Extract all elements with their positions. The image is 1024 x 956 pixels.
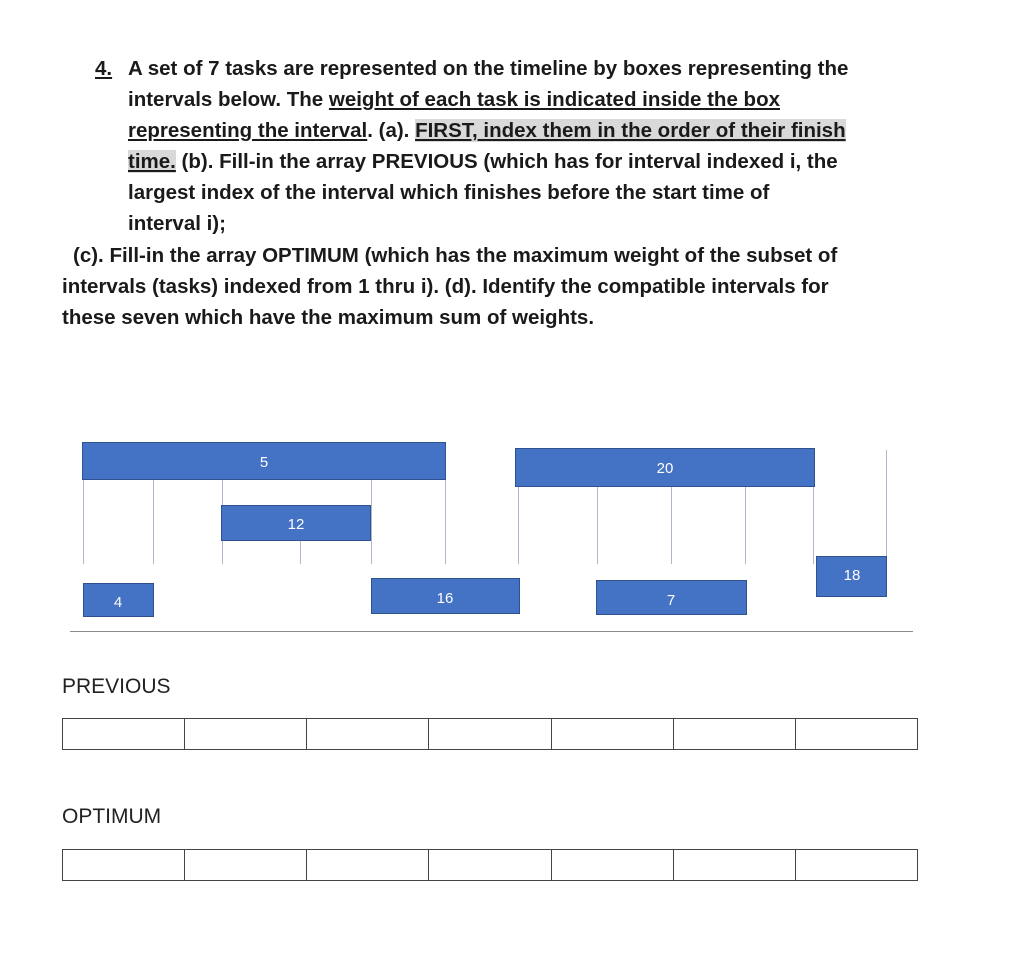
question-number: 4. xyxy=(95,57,113,80)
task-weight: 18 xyxy=(843,567,861,584)
optimum-cell[interactable] xyxy=(429,850,551,880)
optimum-cell[interactable] xyxy=(307,850,429,880)
previous-cell[interactable] xyxy=(307,719,429,749)
question-line-7: (c). Fill-in the array OPTIMUM (which has the maximum weight of the subset of xyxy=(73,244,838,267)
previous-cell[interactable] xyxy=(63,719,185,749)
previous-cell[interactable] xyxy=(185,719,307,749)
timeline-guide xyxy=(671,487,672,564)
optimum-cell[interactable] xyxy=(185,850,307,880)
question-line-5: largest index of the interval which finishes before the start time of xyxy=(128,181,770,204)
question-line-6: interval i); xyxy=(128,212,226,235)
optimum-array xyxy=(62,849,918,881)
optimum-cell[interactable] xyxy=(552,850,674,880)
timeline-guide xyxy=(83,479,84,564)
previous-label: PREVIOUS xyxy=(62,675,171,698)
timeline-guide xyxy=(445,479,446,564)
task-weight: 12 xyxy=(287,516,305,533)
question-line-3: representing the interval. (a). FIRST, index them in the order of their finish xyxy=(128,119,846,142)
timeline-guide xyxy=(300,540,301,564)
optimum-label: OPTIMUM xyxy=(62,805,162,828)
timeline-guide xyxy=(597,487,598,564)
task-weight: 16 xyxy=(436,590,454,607)
optimum-cell[interactable] xyxy=(674,850,796,880)
question-line-1: A set of 7 tasks are represented on the timeline by boxes representing the xyxy=(128,57,849,80)
previous-cell[interactable] xyxy=(796,719,917,749)
previous-cell[interactable] xyxy=(552,719,674,749)
question-line-9: these seven which have the maximum sum of weights. xyxy=(62,306,595,329)
timeline-guide xyxy=(153,479,154,564)
timeline-guide xyxy=(745,487,746,564)
timeline-guide xyxy=(518,487,519,564)
timeline-guide xyxy=(886,450,887,557)
previous-cell[interactable] xyxy=(429,719,551,749)
timeline-guide xyxy=(371,479,372,564)
previous-cell[interactable] xyxy=(674,719,796,749)
timeline-axis xyxy=(70,631,913,632)
task-weight: 20 xyxy=(656,460,674,477)
question-line-2: intervals below. The weight of each task is indicated inside the box xyxy=(128,88,780,111)
question-line-4: time. (b). Fill-in the array PREVIOUS (which has for interval indexed i, the xyxy=(128,150,838,173)
task-weight: 7 xyxy=(666,592,676,609)
question-line-8: intervals (tasks) indexed from 1 thru i). (d). Identify the compatible intervals for xyxy=(62,275,829,298)
task-weight: 4 xyxy=(113,594,123,611)
previous-array xyxy=(62,718,918,750)
optimum-cell[interactable] xyxy=(63,850,185,880)
task-weight: 5 xyxy=(259,454,269,471)
optimum-cell[interactable] xyxy=(796,850,917,880)
